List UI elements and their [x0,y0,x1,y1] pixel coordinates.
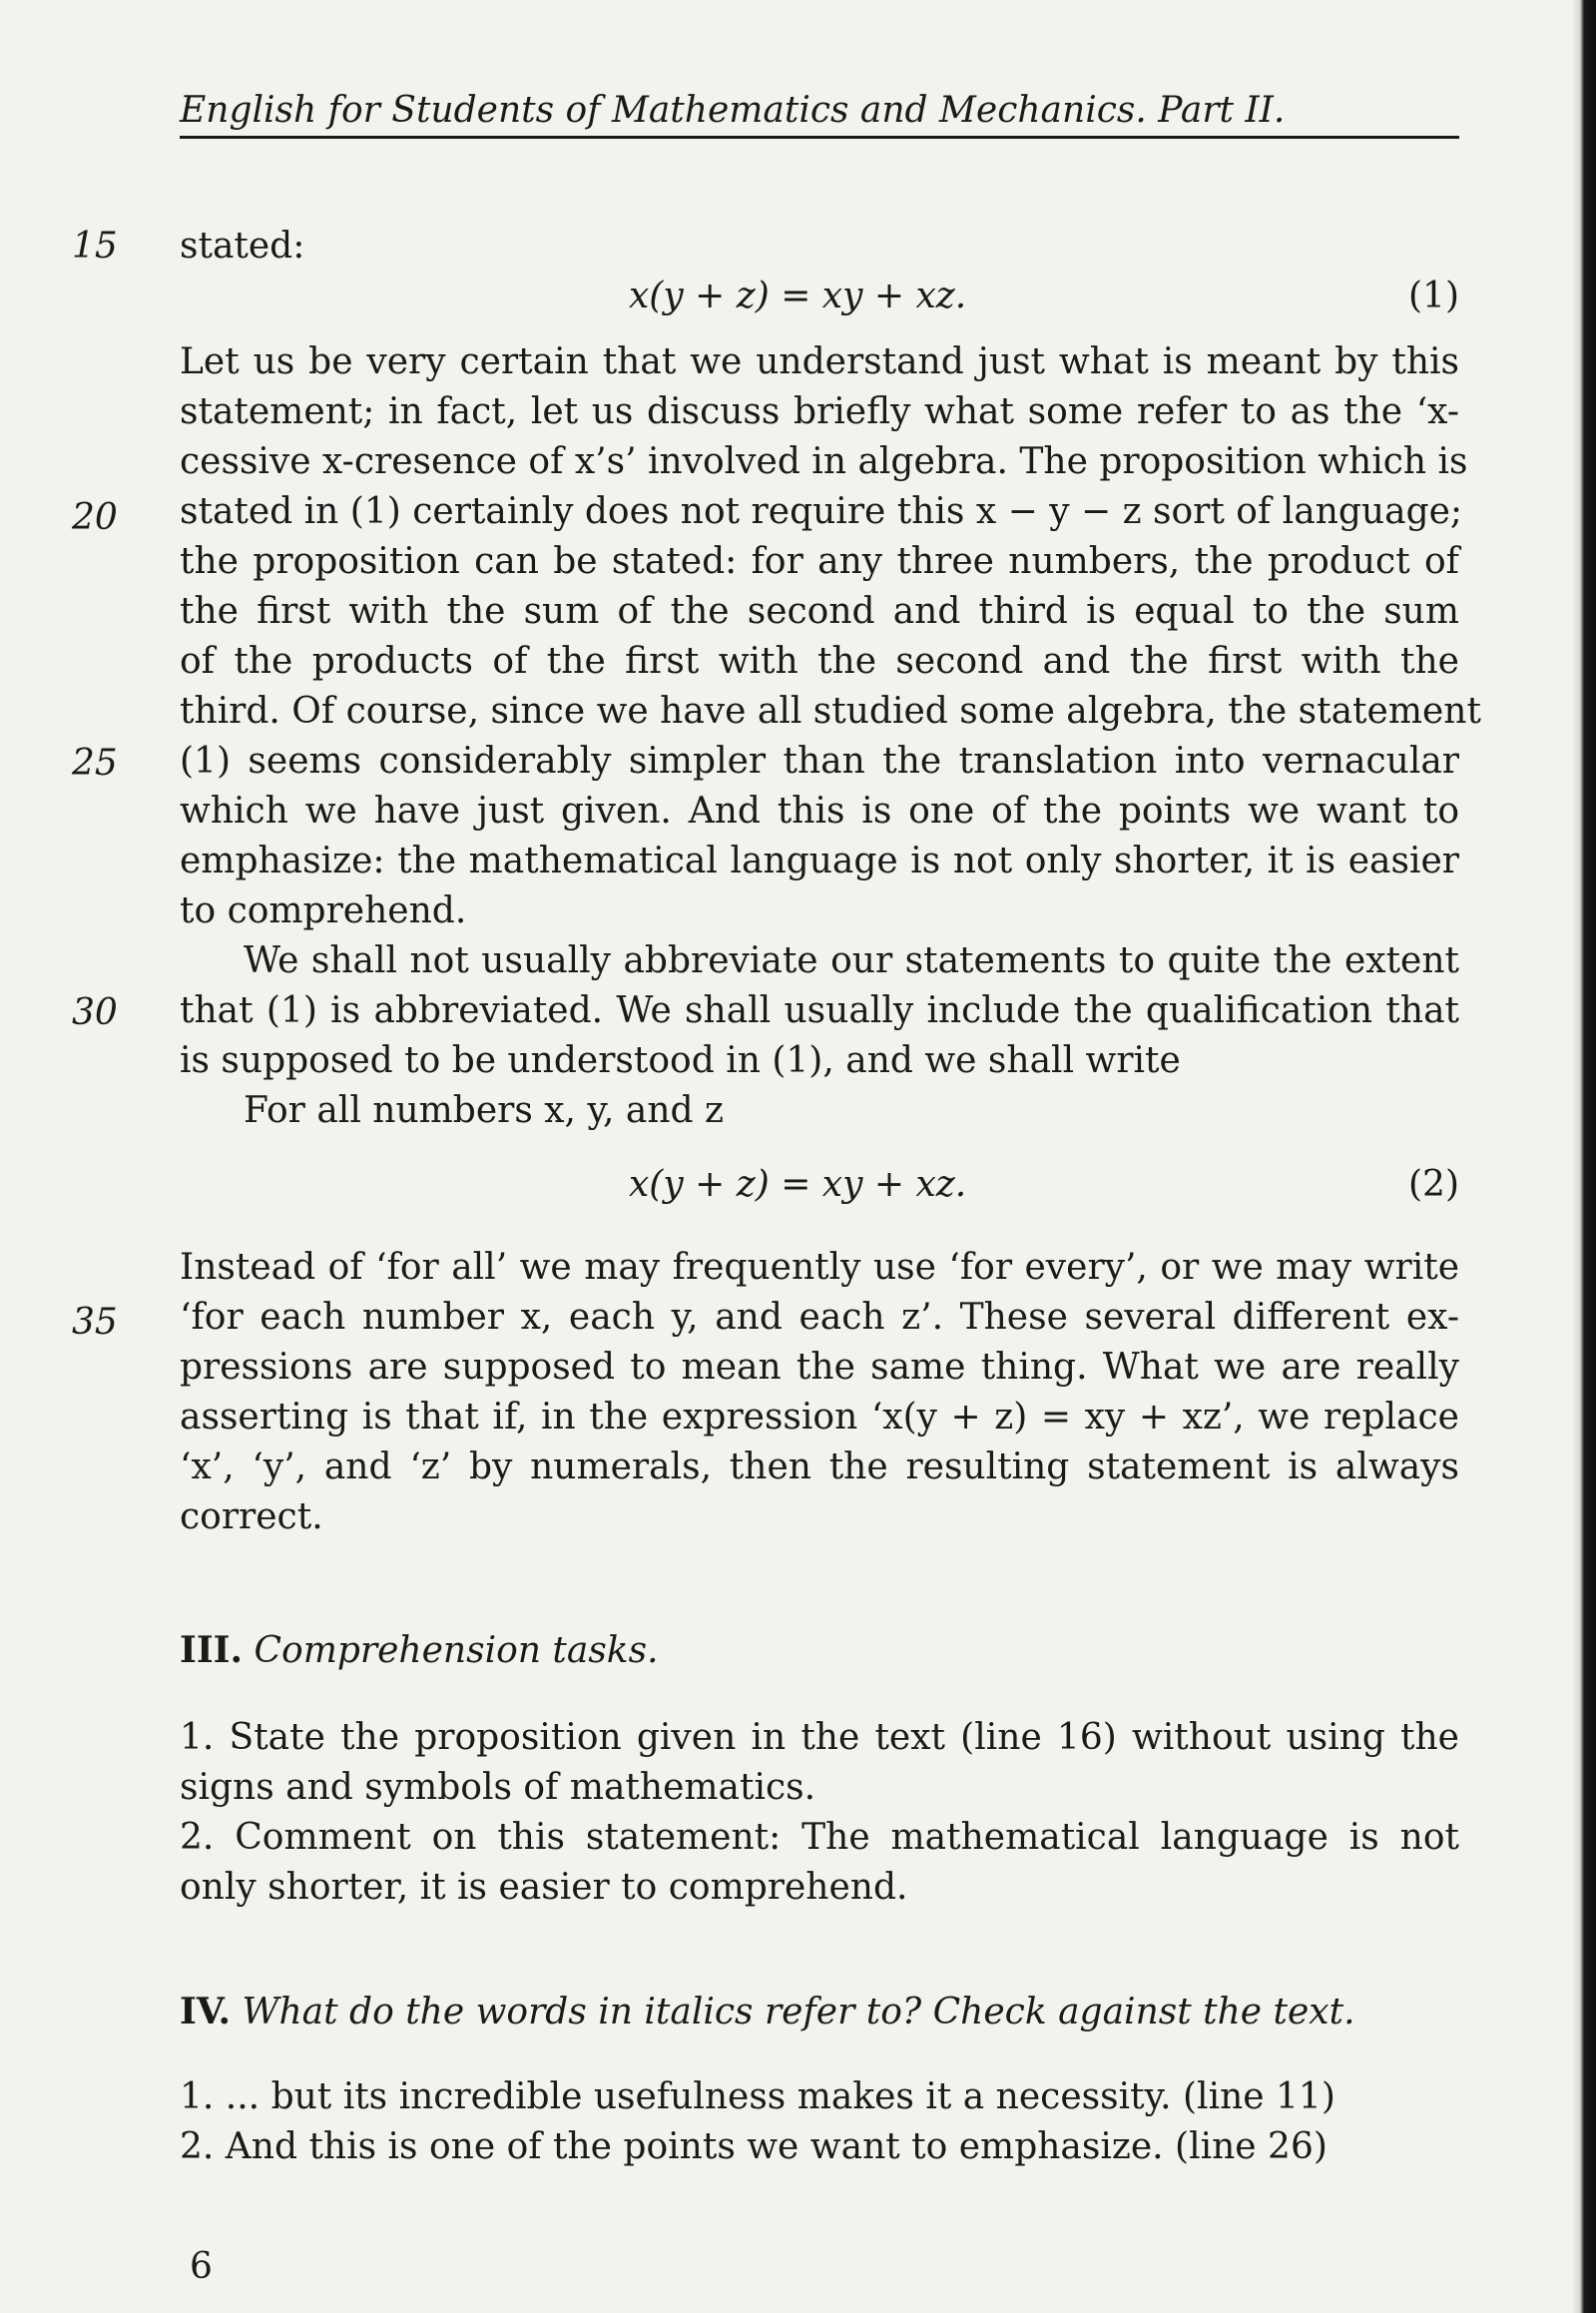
task-line: signs and symbols of mathematics. [180,1767,816,1808]
line-number-30: 30 [72,992,118,1033]
section-heading-comprehension [180,1625,659,1676]
text-line: (1) seems considerably simpler than the translation into vernacular [180,741,1459,782]
line-number-25: 25 [72,743,118,784]
task-line: 1. ... but its incredible usefulness makes it a necessity. (line 11) [180,2076,1335,2117]
text-line: of the products of the first with the second and the first with the [180,641,1459,682]
formula-expression: x(y + z) = xy + xz. [629,1164,967,1205]
text-line: asserting is that if, in the expression ‘x(y + z) = xy + xz’, we replace [180,1397,1459,1438]
text-line: statement; in fact, let us discuss briefly what some refer to as the ‘x- [180,391,1459,432]
text-line: the first with the sum of the second and third is equal to the sum [180,591,1459,632]
formula-number: (2) [1408,1164,1459,1205]
section-title: What do the words in italics refer to? Check against the text. [242,1992,1355,2032]
text-line: stated: [180,226,305,267]
text-line: Let us be very certain that we understand just what is meant by this [180,341,1459,382]
task-line: 2. And this is one of the points we want to emphasize. (line 26) [180,2126,1328,2167]
task-line: only shorter, it is easier to comprehend. [180,1867,908,1908]
text-line: emphasize: the mathematical language is not only shorter, it is easier [180,841,1459,881]
text-line: Instead of ‘for all’ we may frequently use ‘for every’, or we may write [180,1247,1459,1288]
text-line: For all numbers x, y, and z [244,1090,724,1131]
text-line: to comprehend. [180,890,467,931]
section-heading-italics [180,1987,1355,2037]
section-numeral: IV. [180,1991,232,2032]
formula-2 [180,1160,1459,1210]
line-number-20: 20 [72,497,118,538]
page-number: 6 [190,2246,213,2287]
section-title: Comprehension tasks. [254,1630,659,1671]
text-line: ‘for each number x, each y, and each z’. These several different ex- [180,1297,1459,1338]
section-numeral: III. [180,1629,244,1671]
text-line: stated in (1) certainly does not require this x − y − z sort of language; [180,491,1463,532]
text-line: pressions are supposed to mean the same thing. What we are really [180,1347,1459,1388]
task-line: 2. Comment on this statement: The mathematical language is not [180,1817,1459,1858]
text-line: the proposition can be stated: for any three numbers, the product of [180,541,1459,582]
line-number-35: 35 [72,1302,118,1343]
running-header: English for Students of Mathematics and Mechanics. Part II. [180,88,1459,139]
text-line: correct. [180,1496,323,1537]
formula-expression: x(y + z) = xy + xz. [629,276,967,316]
task-line: 1. State the proposition given in the text (line 16) without using the [180,1717,1459,1758]
text-line: that (1) is abbreviated. We shall usually include the qualification that [180,990,1459,1031]
text-line: We shall not usually abbreviate our statements to quite the extent [244,940,1459,981]
line-number-15: 15 [72,226,118,267]
formula-1 [180,272,1459,321]
formula-number: (1) [1408,276,1459,316]
text-line: cessive x-cresence of x’s’ involved in algebra. The proposition which is [180,441,1468,482]
text-line: which we have just given. And this is one of the points we want to [180,791,1459,832]
text-line: is supposed to be understood in (1), and we shall write [180,1040,1181,1081]
text-line: third. Of course, since we have all studied some algebra, the statement [180,691,1481,732]
book-spine-shadow [1572,0,1596,2313]
text-line: ‘x’, ‘y’, and ‘z’ by numerals, then the resulting statement is always [180,1446,1459,1487]
